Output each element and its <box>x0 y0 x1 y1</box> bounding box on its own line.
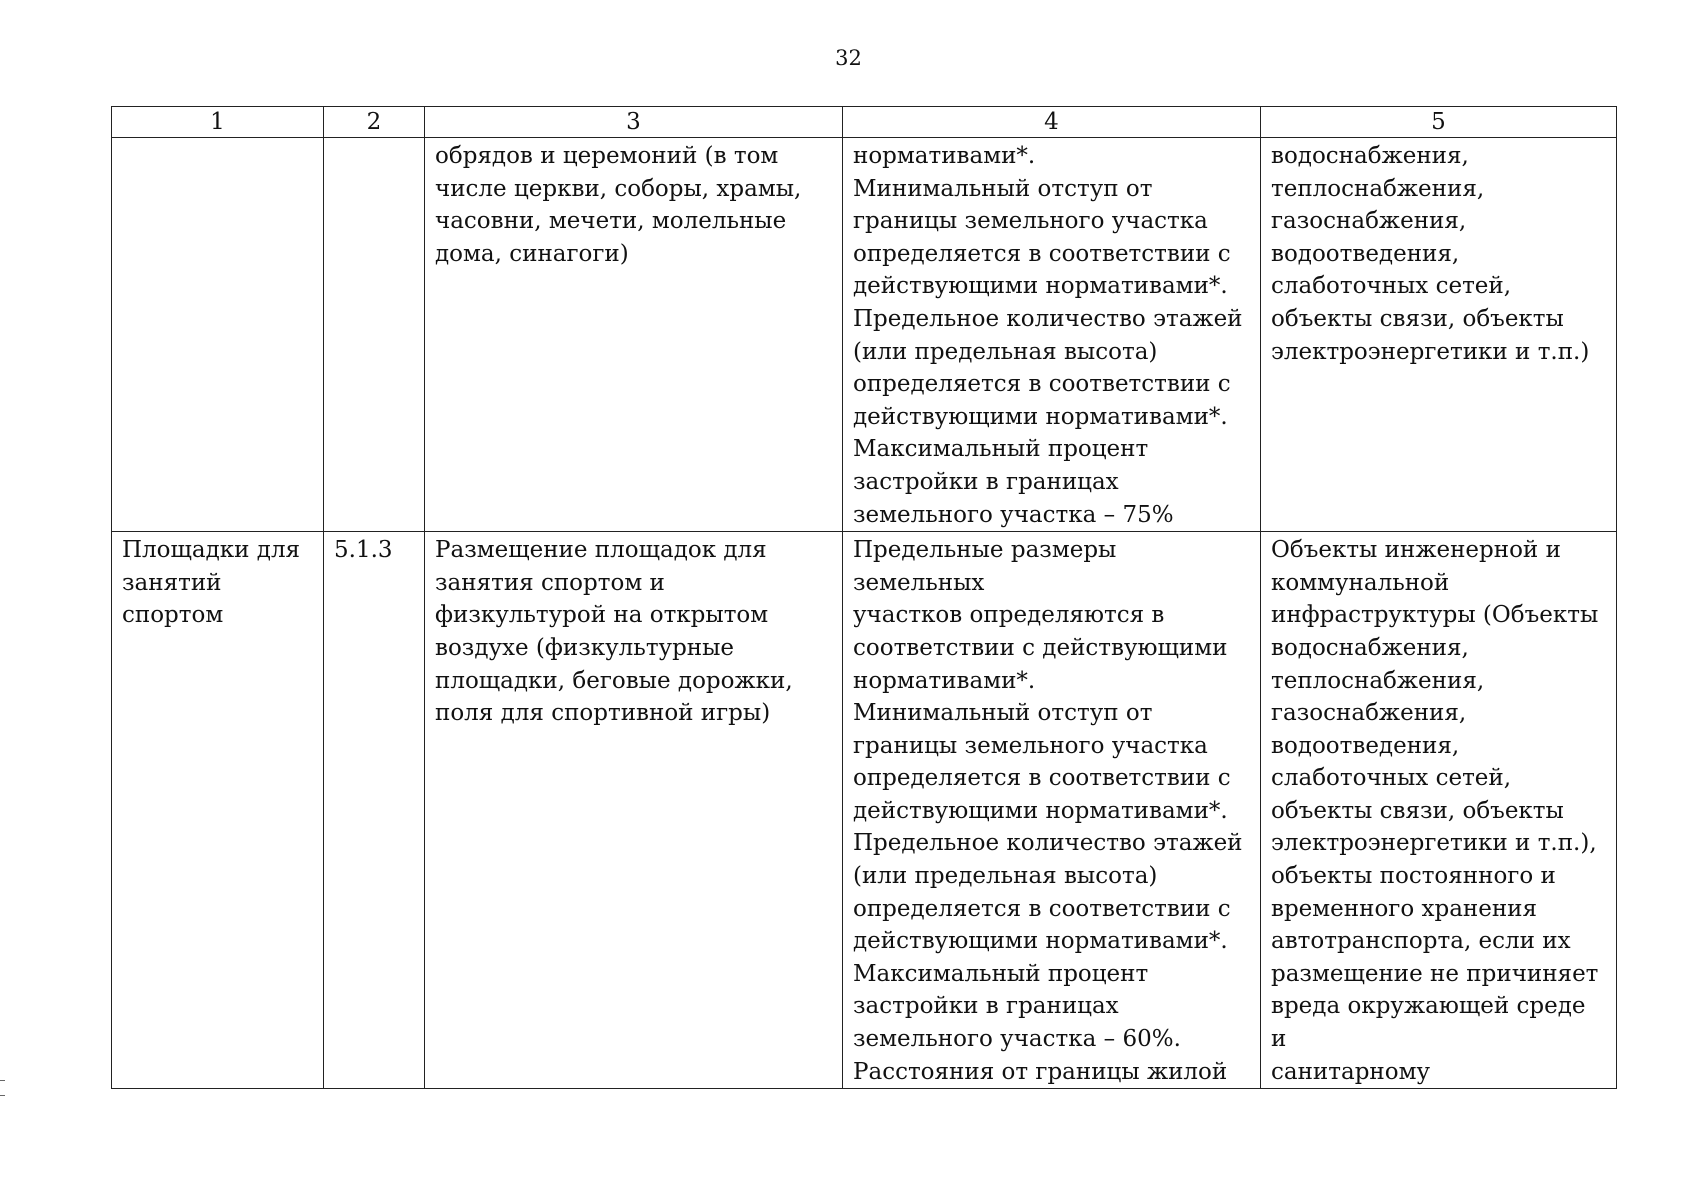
cell-parameters: нормативами*. Минимальный отступ от границы земельного участка определяется в соответствии с действующими нормативами*. Предельное количество этажей (или предельная высота) определяется в соответствии с действующими нормативами*. Максимальный процент застройки в границах земельного участка – 75% <box>843 138 1261 532</box>
header-col-3: 3 <box>425 107 843 138</box>
cell-description: обрядов и церемоний (в том числе церкви, соборы, храмы, часовни, мечети, молельные дома, синагоги) <box>425 138 843 532</box>
header-col-5: 5 <box>1261 107 1617 138</box>
cell-code: 5.1.3 <box>324 532 425 1089</box>
page-number: 32 <box>835 46 862 70</box>
cell-parameters: Предельные размеры земельных участков определяются в соответствии с действующими нормативами*. Минимальный отступ от границы земельного участка определяется в соответствии с действующими нормативами*. Предельное количество этажей (или предельная высота) определяется в соответствии с действующими нормативами*. Максимальный процент застройки в границах земельного участка – 60%. Расстояния от границы жилой <box>843 532 1261 1089</box>
cell-auxiliary-uses: Объекты инженерной и коммунальной инфраструктуры (Объекты водоснабжения, теплоснабжения, газоснабжения, водоотведения, слаботочных сетей, объекты связи, объекты электроэнергетики и т.п.), объекты постоянного и временного хранения автотранспорта, если их размещение не причиняет вреда окружающей среде и санитарному <box>1261 532 1617 1089</box>
land-use-table <box>111 106 1617 1089</box>
cell-description: Размещение площадок для занятия спортом и физкультурой на открытом воздухе (физкультурные площадки, беговые дорожки, поля для спортивной игры) <box>425 532 843 1089</box>
cell-use-type: Площадки для занятий спортом <box>112 532 324 1089</box>
table-row <box>112 532 1617 1089</box>
cell-code <box>324 138 425 532</box>
header-col-4: 4 <box>843 107 1261 138</box>
header-row <box>112 107 1617 138</box>
header-col-1: 1 <box>112 107 324 138</box>
cell-auxiliary-uses: водоснабжения, теплоснабжения, газоснабжения, водоотведения, слаботочных сетей, объекты связи, объекты электроэнергетики и т.п.) <box>1261 138 1617 532</box>
header-col-2: 2 <box>324 107 425 138</box>
cell-use-type <box>112 138 324 532</box>
scan-edge-mark <box>0 1080 5 1096</box>
table-row <box>112 138 1617 532</box>
